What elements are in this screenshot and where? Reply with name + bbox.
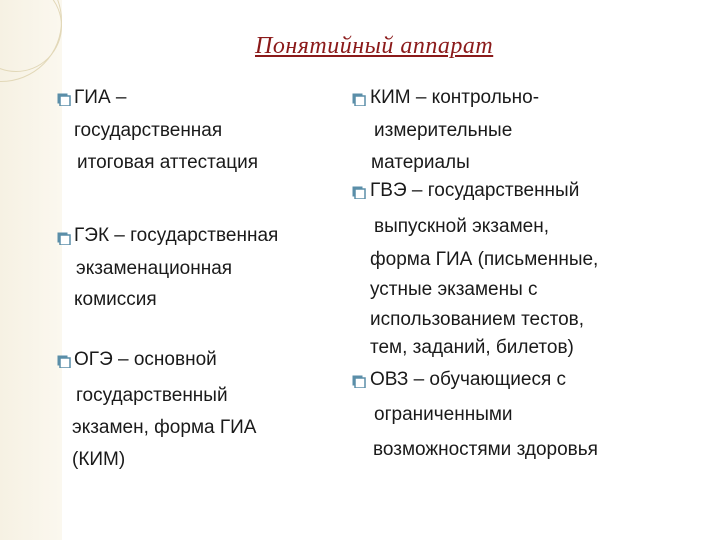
term-gve-line: использованием тестов, [370, 309, 585, 330]
term-gek [74, 226, 278, 246]
term-ovz-line: ограниченными [374, 404, 513, 425]
term-gve-line: тем, заданий, билетов) [370, 337, 574, 358]
term-oge-line: экзамен, форма ГИА [72, 417, 257, 438]
term-ovz-line: возможностями здоровья [373, 439, 598, 460]
term-label: ГВЭ [370, 180, 407, 201]
term-kim-line: материалы [371, 152, 470, 173]
term-label: ОГЭ [74, 349, 113, 370]
checkbox-bullet-icon [57, 355, 71, 368]
term-label: ГИА [74, 87, 111, 108]
term-gia-line: итоговая аттестация [77, 152, 259, 173]
term-gia [74, 88, 126, 108]
term-gek-line: экзаменационная [76, 258, 233, 279]
term-gia-line: государственная [74, 120, 223, 141]
term-oge [74, 350, 217, 370]
term-label: КИМ [370, 87, 411, 108]
term-text: – контрольно- [410, 87, 540, 108]
term-gve-line: выпускной экзамен, [374, 216, 549, 237]
term-text: – государственный [406, 180, 580, 201]
page-title: Понятийный аппарат [255, 33, 494, 59]
term-gek-line: комиссия [74, 289, 157, 310]
term-gve-line: форма ГИА (письменные, [370, 249, 599, 270]
term-label: ГЭК [74, 225, 110, 246]
checkbox-bullet-icon [57, 93, 71, 106]
term-gve-line: устные экзамены с [370, 279, 538, 300]
term-text: – обучающиеся с [408, 369, 567, 390]
term-text: – государственная [109, 225, 279, 246]
term-kim [370, 88, 539, 108]
term-ovz [370, 370, 566, 390]
term-oge-line: (КИМ) [72, 449, 126, 470]
term-kim-line: измерительные [374, 120, 513, 141]
checkbox-bullet-icon [352, 375, 366, 388]
checkbox-bullet-icon [352, 186, 366, 199]
term-gve [370, 181, 579, 201]
term-oge-line: государственный [76, 385, 228, 406]
term-text: – основной [112, 349, 217, 370]
checkbox-bullet-icon [57, 232, 71, 245]
checkbox-bullet-icon [352, 93, 366, 106]
term-text: – [110, 87, 127, 108]
term-label: ОВЗ [370, 369, 409, 390]
